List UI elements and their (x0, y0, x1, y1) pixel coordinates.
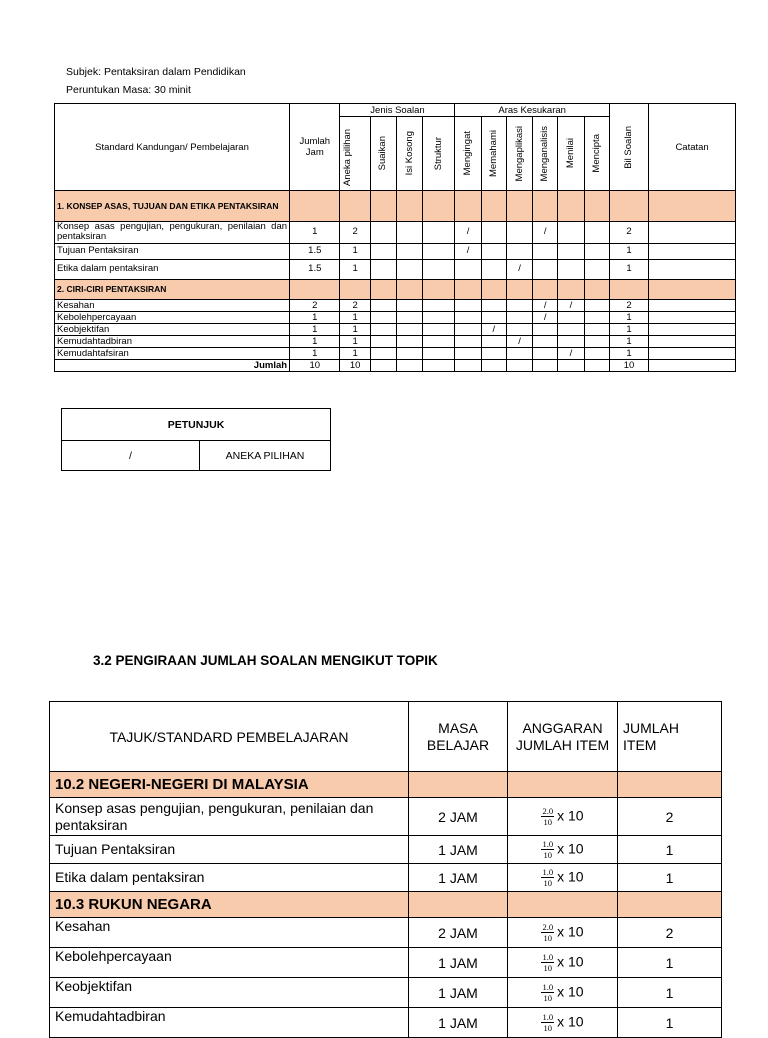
row-jumlah-item: 1 (618, 978, 722, 1008)
total-empty-cell (423, 359, 455, 371)
row-jenis-cell (423, 243, 455, 259)
row-anggaran (508, 978, 618, 1008)
row-bil-soalan: 1 (609, 243, 648, 259)
row-bil-soalan: 1 (609, 335, 648, 347)
header-jumlah-jam: Jumlah Jam (290, 104, 340, 191)
row-aras-cell: / (558, 347, 584, 359)
legend-meaning: ANEKA PILIHAN (200, 441, 331, 471)
section-row (55, 191, 736, 222)
fraction-denominator: 10 (543, 993, 553, 1003)
section-fill-cell (558, 191, 584, 222)
legend-title: PETUNJUK (62, 409, 331, 441)
row-standard: Kesahan (55, 299, 290, 311)
header-struktur: Struktur (423, 117, 455, 191)
section-fill-cell (481, 279, 506, 299)
row-standard: Keobjektifan (55, 323, 290, 335)
section-fill-cell (423, 191, 455, 222)
row-catatan (649, 335, 736, 347)
row-topic: Etika dalam pentaksiran (50, 864, 409, 892)
table-row (55, 335, 736, 347)
row-jenis-cell (396, 243, 422, 259)
fraction-numerator: 1.0 (542, 866, 554, 877)
total-jam: 10 (290, 359, 340, 371)
row-jenis-cell (423, 299, 455, 311)
row-aras-cell (584, 347, 609, 359)
row-jumlah-item: 1 (618, 948, 722, 978)
section-fill-cell (396, 191, 422, 222)
table-row (55, 323, 736, 335)
fraction (541, 923, 554, 943)
total-bil: 10 (609, 359, 648, 371)
total-empty-cell (506, 359, 532, 371)
row-aras-cell (481, 259, 506, 279)
total-aneka: 10 (340, 359, 370, 371)
multiplier: x 10 (557, 1013, 584, 1030)
table-row (50, 1008, 722, 1038)
fraction-denominator: 10 (543, 850, 553, 860)
header-mengingat: Mengingat (455, 117, 481, 191)
row-jenis-cell (423, 222, 455, 244)
fraction (541, 1013, 554, 1033)
section-fill-cell (508, 772, 618, 798)
section-fill-cell (649, 191, 736, 222)
row-masa: 1 JAM (409, 1008, 508, 1038)
section-fill-cell (290, 279, 340, 299)
row-topic: Keobjektifan (50, 978, 409, 1008)
row-bil-soalan: 1 (609, 323, 648, 335)
total-row (55, 359, 736, 371)
row-jenis-cell (370, 243, 396, 259)
header-menilai: Menilai (558, 117, 584, 191)
row-aras-cell (455, 311, 481, 323)
row-masa: 2 JAM (409, 918, 508, 948)
question-calculation-body (50, 772, 722, 1038)
row-jumlah-item: 1 (618, 1008, 722, 1038)
row-aras-cell (584, 243, 609, 259)
row-catatan (649, 347, 736, 359)
multiplier: x 10 (557, 840, 584, 857)
header-aneka-pilihan: Aneka pilihan (340, 117, 370, 191)
multiplier: x 10 (557, 953, 584, 970)
row-aras-cell (455, 347, 481, 359)
section-fill-cell (618, 772, 722, 798)
table-row (50, 864, 722, 892)
row-aras-cell: / (533, 222, 558, 244)
row-jenis-cell: 2 (340, 222, 370, 244)
row-aras-cell (584, 323, 609, 335)
total-label: Jumlah (55, 359, 290, 371)
row-aras-cell: / (506, 259, 532, 279)
row-jam: 2 (290, 299, 340, 311)
table-row (50, 948, 722, 978)
section-fill-cell (506, 279, 532, 299)
header-menganalisis: Menganalisis (533, 117, 558, 191)
row-catatan (649, 311, 736, 323)
row-aras-cell (584, 335, 609, 347)
header-mengaplikasi: Mengaplikasi (506, 117, 532, 191)
fraction-denominator: 10 (543, 963, 553, 973)
row-aras-cell (584, 299, 609, 311)
row-jenis-cell (396, 335, 422, 347)
row-aras-cell (558, 335, 584, 347)
row-aras-cell (481, 299, 506, 311)
multiplier: x 10 (557, 923, 584, 940)
row-aras-cell (455, 335, 481, 347)
row-topic: Kemudahtadbiran (50, 1008, 409, 1038)
table-of-specification (54, 103, 736, 372)
total-empty-cell (533, 359, 558, 371)
header-standard: Standard Kandungan/ Pembelajaran (55, 104, 290, 191)
row-aras-cell (506, 323, 532, 335)
table-row (55, 259, 736, 279)
row-aras-cell (455, 323, 481, 335)
section-fill-cell (423, 279, 455, 299)
row-jenis-cell (396, 299, 422, 311)
row-standard: Kemudahtadbiran (55, 335, 290, 347)
row-jenis-cell (370, 335, 396, 347)
section-fill-cell (508, 892, 618, 918)
multiplier: x 10 (557, 807, 584, 824)
row-aras-cell (584, 311, 609, 323)
row-aras-cell: / (558, 299, 584, 311)
row-jenis-cell: 1 (340, 335, 370, 347)
row-jenis-cell (370, 299, 396, 311)
total-empty-cell (481, 359, 506, 371)
row-catatan (649, 299, 736, 311)
section-fill-cell (455, 279, 481, 299)
row-aras-cell (506, 222, 532, 244)
row-jenis-cell (370, 259, 396, 279)
section-fill-cell (290, 191, 340, 222)
row-standard: Konsep asas pengujian, pengukuran, penilaian dan pentaksiran (55, 222, 290, 244)
row-jam: 1 (290, 347, 340, 359)
row-jenis-cell: 2 (340, 299, 370, 311)
row-aras-cell (481, 311, 506, 323)
row-jam: 1 (290, 222, 340, 244)
row-standard: Kemudahtafsiran (55, 347, 290, 359)
row-aras-cell (558, 311, 584, 323)
row-aras-cell (558, 323, 584, 335)
row-anggaran (508, 1008, 618, 1038)
fraction-denominator: 10 (543, 933, 553, 943)
fraction (541, 868, 554, 888)
row-jenis-cell (423, 259, 455, 279)
row-catatan (649, 222, 736, 244)
section-fill-cell (533, 191, 558, 222)
row-aras-cell (506, 347, 532, 359)
section-fill-cell (370, 191, 396, 222)
row-masa: 1 JAM (409, 978, 508, 1008)
section-fill-cell (609, 191, 648, 222)
row-aras-cell (584, 222, 609, 244)
row-anggaran (508, 918, 618, 948)
legend-table (61, 408, 331, 471)
row-aras-cell (506, 243, 532, 259)
section-fill-cell (409, 892, 508, 918)
row-aras-cell (533, 323, 558, 335)
section-title: 1. KONSEP ASAS, TUJUAN DAN ETIKA PENTAKSIRAN (55, 191, 290, 222)
multiplier: x 10 (557, 983, 584, 1000)
section-title: 3.2 PENGIRAAN JUMLAH SOALAN MENGIKUT TOPIK (93, 653, 438, 668)
header-aras-kesukaran: Aras Kesukaran (455, 104, 609, 117)
row-topic: Kesahan (50, 918, 409, 948)
row-topic: Konsep asas pengujian, pengukuran, penilaian dan pentaksiran (50, 798, 409, 836)
row-catatan (649, 243, 736, 259)
row-aras-cell (455, 259, 481, 279)
row-aras-cell (533, 243, 558, 259)
row-aras-cell: / (506, 335, 532, 347)
row-catatan (649, 323, 736, 335)
section-row (50, 892, 722, 918)
row-jenis-cell (370, 323, 396, 335)
section-fill-cell (455, 191, 481, 222)
table-row (50, 918, 722, 948)
row-aras-cell (533, 335, 558, 347)
section-row (55, 279, 736, 299)
row-aras-cell (506, 299, 532, 311)
section-fill-cell (584, 191, 609, 222)
table-row (55, 347, 736, 359)
table-row (55, 243, 736, 259)
row-anggaran (508, 948, 618, 978)
row-jenis-cell (396, 259, 422, 279)
section-fill-cell (609, 279, 648, 299)
table-row (55, 299, 736, 311)
fraction-numerator: 1.0 (542, 1011, 554, 1022)
row-jam: 1 (290, 323, 340, 335)
table-of-specification-body (55, 191, 736, 372)
total-empty-cell (558, 359, 584, 371)
row-anggaran (508, 864, 618, 892)
fraction-denominator: 10 (543, 817, 553, 827)
row-aras-cell (533, 259, 558, 279)
section-fill-cell (409, 772, 508, 798)
row-aras-cell (533, 347, 558, 359)
row-standard: Kebolehpercayaan (55, 311, 290, 323)
section-row (50, 772, 722, 798)
legend-symbol: / (62, 441, 200, 471)
row-aras-cell (558, 259, 584, 279)
total-empty-cell (455, 359, 481, 371)
table-row (55, 311, 736, 323)
row-jumlah-item: 1 (618, 864, 722, 892)
fraction-numerator: 2.0 (542, 921, 554, 932)
fraction-numerator: 1.0 (542, 981, 554, 992)
row-jam: 1.5 (290, 259, 340, 279)
row-aras-cell: / (455, 243, 481, 259)
row-jumlah-item: 2 (618, 918, 722, 948)
section-fill-cell (618, 892, 722, 918)
row-jenis-cell (370, 222, 396, 244)
header-anggaran: ANGGARAN JUMLAH ITEM (508, 702, 618, 772)
table-row (55, 222, 736, 244)
section-title: 10.2 NEGERI-NEGERI DI MALAYSIA (50, 772, 409, 798)
row-topic: Tujuan Pentaksiran (50, 836, 409, 864)
row-bil-soalan: 1 (609, 259, 648, 279)
header-jenis-soalan: Jenis Soalan (340, 104, 455, 117)
section-fill-cell (396, 279, 422, 299)
row-aras-cell (481, 243, 506, 259)
fraction-denominator: 10 (543, 1023, 553, 1033)
row-masa: 1 JAM (409, 948, 508, 978)
row-jenis-cell (396, 311, 422, 323)
fraction-numerator: 2.0 (542, 805, 554, 816)
row-jenis-cell (423, 323, 455, 335)
row-aras-cell: / (533, 299, 558, 311)
section-fill-cell (340, 279, 370, 299)
total-empty-cell (584, 359, 609, 371)
header-bil-soalan: Bil Soalan (609, 104, 648, 191)
header-masa-belajar: MASA BELAJAR (409, 702, 508, 772)
table-row (50, 978, 722, 1008)
section-fill-cell (649, 279, 736, 299)
section-title: 10.3 RUKUN NEGARA (50, 892, 409, 918)
row-jam: 1 (290, 311, 340, 323)
total-empty-cell (396, 359, 422, 371)
header-memahami: Memahami (481, 117, 506, 191)
multiplier: x 10 (557, 868, 584, 885)
row-masa: 1 JAM (409, 836, 508, 864)
row-bil-soalan: 1 (609, 347, 648, 359)
row-aras-cell: / (533, 311, 558, 323)
row-aras-cell (506, 311, 532, 323)
row-aras-cell: / (455, 222, 481, 244)
row-jenis-cell: 1 (340, 347, 370, 359)
time-allocation-line: Peruntukan Masa: 30 minit (66, 84, 191, 96)
row-jumlah-item: 2 (618, 798, 722, 836)
row-aras-cell (455, 299, 481, 311)
row-masa: 2 JAM (409, 798, 508, 836)
row-jenis-cell: 1 (340, 323, 370, 335)
total-empty-cell (370, 359, 396, 371)
row-jenis-cell (423, 347, 455, 359)
row-jenis-cell (423, 311, 455, 323)
section-title: 2. CIRI-CIRI PENTAKSIRAN (55, 279, 290, 299)
row-bil-soalan: 2 (609, 299, 648, 311)
fraction-numerator: 1.0 (542, 951, 554, 962)
header-tajuk: TAJUK/STANDARD PEMBELAJARAN (50, 702, 409, 772)
row-jenis-cell: 1 (340, 243, 370, 259)
row-jumlah-item: 1 (618, 836, 722, 864)
fraction-numerator: 1.0 (542, 838, 554, 849)
row-aras-cell (481, 335, 506, 347)
section-fill-cell (481, 191, 506, 222)
row-standard: Etika dalam pentaksiran (55, 259, 290, 279)
header-isi-kosong: Isi Kosong (396, 117, 422, 191)
row-anggaran (508, 798, 618, 836)
header-mencipta: Mencipta (584, 117, 609, 191)
row-masa: 1 JAM (409, 864, 508, 892)
section-fill-cell (584, 279, 609, 299)
row-jenis-cell (396, 222, 422, 244)
fraction (541, 840, 554, 860)
fraction-denominator: 10 (543, 878, 553, 888)
subject-line: Subjek: Pentaksiran dalam Pendidikan (66, 66, 246, 78)
row-jenis-cell (370, 347, 396, 359)
row-aras-cell: / (481, 323, 506, 335)
fraction (541, 807, 554, 827)
row-jenis-cell (396, 323, 422, 335)
fraction (541, 983, 554, 1003)
row-aras-cell (558, 222, 584, 244)
row-aras-cell (558, 243, 584, 259)
row-topic: Kebolehpercayaan (50, 948, 409, 978)
question-calculation-table (49, 701, 722, 1038)
row-bil-soalan: 1 (609, 311, 648, 323)
section-fill-cell (340, 191, 370, 222)
row-aras-cell (584, 259, 609, 279)
row-aras-cell (481, 222, 506, 244)
table-row (50, 798, 722, 836)
row-anggaran (508, 836, 618, 864)
row-jenis-cell (396, 347, 422, 359)
row-catatan (649, 259, 736, 279)
row-jenis-cell: 1 (340, 311, 370, 323)
section-fill-cell (558, 279, 584, 299)
row-jam: 1.5 (290, 243, 340, 259)
total-catatan (649, 359, 736, 371)
section-fill-cell (533, 279, 558, 299)
header-catatan: Catatan (649, 104, 736, 191)
row-jam: 1 (290, 335, 340, 347)
row-jenis-cell (370, 311, 396, 323)
row-jenis-cell: 1 (340, 259, 370, 279)
header-jumlah-item: JUMLAH ITEM (618, 702, 722, 772)
row-standard: Tujuan Pentaksiran (55, 243, 290, 259)
fraction (541, 953, 554, 973)
section-fill-cell (370, 279, 396, 299)
header-suaikan: Suaikan (370, 117, 396, 191)
row-bil-soalan: 2 (609, 222, 648, 244)
section-fill-cell (506, 191, 532, 222)
row-aras-cell (481, 347, 506, 359)
row-jenis-cell (423, 335, 455, 347)
table-row (50, 836, 722, 864)
